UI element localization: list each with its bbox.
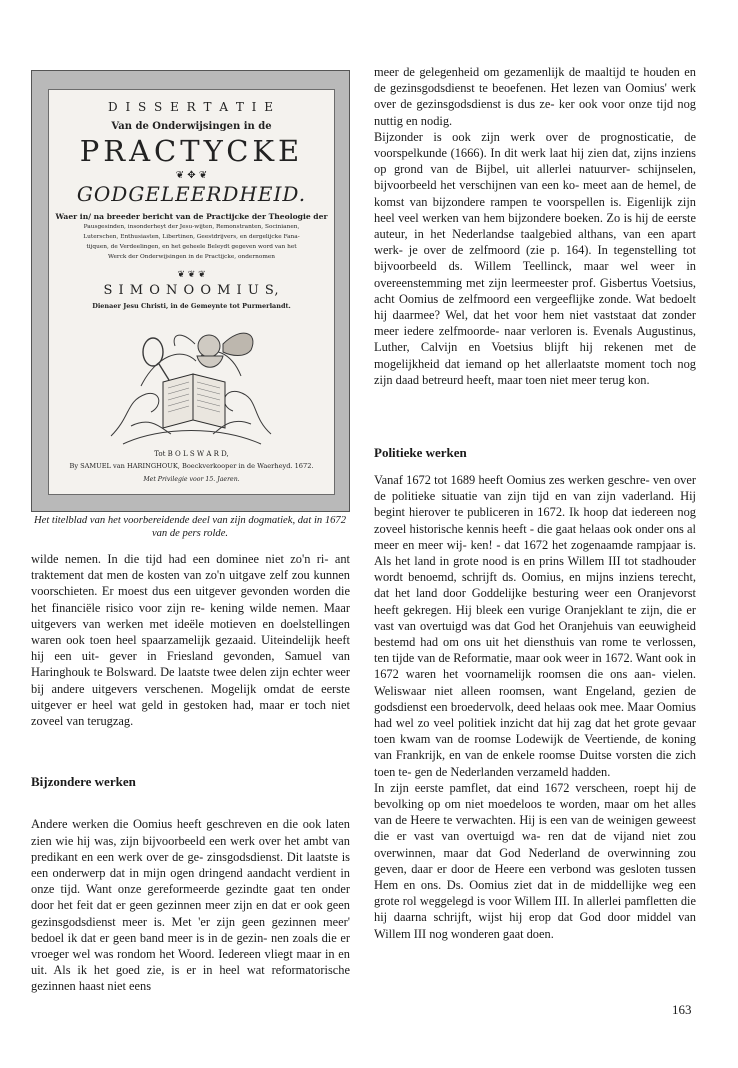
title-page-print — [48, 89, 335, 495]
heading-bijzondere-werken: Bijzondere werken — [31, 774, 136, 789]
paragraph: Vanaf 1672 tot 1689 heeft Oomius zes werken geschre- ven over de politieke situatie van zijn tijd en van zijn vaderland. Hij begint hierover te publiceren in 1672. Ik hoop dat iedereen nog zoveel historische kennis heeft - die gaat helaas ook onder ons al meer en meer wij- ken! - dat 1672 het zogenaamde rampjaar is. Als het land in grote nood is en prins Willem III tot stadhouder wordt benoemd, schrijft ds. Oomius, en mijns inziens terecht, dat het land door Goddelijke besturing weer een Oranjevorst heeft gekregen. Hij bleek een vurige Oranjeklant te zijn, die er vast van overtuigd was dat God het Oranjehuis van eeuwigheid bestemd had om ons uit het diensthuis van rome te verlossen, ten tijde van de Reformatie, maar ook weer in 1672. Want ook in 1672 waren het voornamelijk roomsen die ons aan- vielen. Weliswaar niet alleen roomsen, want Engeland, gezien de godsdienst een broedervolk, deed helaas ook mee. Maar Oomius had wel zo veel politiek inzicht dat hij zag dat het grote gevaar toen kwam van de roomse Lodewijk de Veertiende, de koning van Frankrijk, en van de enkele roomse Duitse vorsten die zich toen te- gen de Nederlanden verzameld hadden. — [374, 473, 696, 779]
figure-ornament-top: ❦ ✥ ❦ — [175, 170, 208, 181]
left-column-body — [31, 804, 350, 1007]
figure-title-onderwijsingen: Van de Onderwijsingen in de — [111, 121, 272, 132]
figure-place: Tot B O L S W A R D, — [154, 450, 229, 458]
title-page-figure — [31, 70, 350, 512]
figure-desc-line2: Pausgesinden, insonderheyt der Jesu-wijten, Remonstranten, Socinianen, — [83, 224, 300, 230]
figure-title-godgeleerdheid: GODGELEERDHEID. — [76, 182, 307, 206]
left-column-intro — [31, 551, 350, 729]
figure-printer: By SAMUEL van HARINGHOUK, Boeckverkooper in de Waerheyd. 1672. — [69, 462, 314, 470]
paragraph: In zijn eerste pamflet, dat eind 1672 verscheen, roept hij de bevolking op om niet moedeloos te worden, maar om het alles van de Heere te verwachten. Hij is een van de weinigen geweest die er vast van overtuigd wa- ren dat de vijand niet zou overwinnen, maar dat God Nederland de overwinning zou geven, daar er door de Heere een verbond was gesloten tussen Hem en ons. Ds. Oomius ziet dat in de middellijke weg een grote rol weggelegd is voor Willem III. In allerlei pamfletten die hij daarna schrijft, wijst hij erop dat God door middel van Willem III nog wonderen gaat doen. — [374, 780, 696, 941]
paragraph: Andere werken die Oomius heeft geschreven en die ook laten zien wie hij was, zijn bijvoorbeeld een werk over het ambt van predikant en een werk over de ge- zinsgodsdienst. Dit laatste is een onderwerp dat in mijn ogen dringend aandacht verdient in onze tijd. Want onze gereformeerde gezindte gaat ten onder door het feit dat er geen gezinnen meer zijn en dat er ook geen gezinsgodsdienst meer is. Met 'er zijn geen gezinnen meer' bedoel ik dat er geen band meer is in de gezin- nen zoals die er vroeger wel was rondom het Woord. Iedereen vliegt maar in en uit. Als ik het goed zie, is er in heel wat reformatorische gezinnen haast niet eens — [31, 817, 350, 994]
heading-politieke-werken: Politieke werken — [374, 445, 467, 460]
figure-desc-line3: Luterschen, Enthusiasten, Libertinen, Geestdrijvers, en dergelijcke Fana- — [83, 234, 300, 240]
paragraph: Bijzonder is ook zijn werk over de prognosticatie, de voorspelkunde (1666). In dit werk laat hij zien dat, zijns inziens op grond van de Bijbel, uit allerlei natuurver- schijnselen, bijvoorbeeld het verschijnen van een ko- meet aan de hemel, de komst van bijzondere rampen te voorspellen is. Eigenlijk zijn heel veel werken van hem bijzondere boeken. Zo is hij de eerste auteur, in het Nederlandse taalgebied althans, van een apart werk- je over de zelfmoord (zie p. 164). In tegenstelling tot bijvoorbeeld ds. Willem Teellinck, maar wel weer in overeenstemming met zijn leermeester prof. Gisbertus Voetsius, acht Oomius de zelfmoord een vergeeflijke zonde. Wat bedoelt hij daarmee? Wel, dat het voor hem niet vaststaat dat zonder meer iedere zelfmoorde- naar verloren is. Evenals Augustinus, Luther, Calvijn en Voetsius blijft hij rekenen met de mogelijkheid dat iemand op het allerlaatste moment toch nog zijn daad betreurd heeft, maar toen niet meer terug kon. — [374, 129, 696, 387]
right-column-body — [374, 472, 696, 942]
figure-caption: Het titelblad van het voorbereidende deel van zijn dogmatiek, dat in 1672 van de pers rolde. — [33, 515, 347, 539]
figure-desc-line5: Werck der Onderwijsingen in de Practijcke, ondernomen — [108, 254, 275, 260]
right-column-top — [374, 64, 696, 388]
figure-privilege: Met Privilegie voor 15. Jaeren. — [143, 476, 240, 483]
figure-title-dissertatie: D I S S E R T A T I E — [108, 100, 275, 114]
figure-author-sub: Dienaer Jesu Christi, in de Gemeynte tot Purmerlandt. — [92, 302, 291, 310]
figure-ornament-mid: ❦ ❦ ❦ — [177, 270, 206, 280]
cherub-book-vignette — [101, 316, 281, 450]
paragraph: wilde nemen. In die tijd had een dominee niet zo'n ri- ant traktement dat men de kosten van zo'n uitgave zelf zou kunnen voorschieten. Er moest dus een uitgever gevonden worden die het financiële risico voor zijn re- kening wilde nemen. Maar uitgevers van werken met ideële motieven en doelstellingen waren ook toen heel spaarzamelijk gezaaid. Uiteindelijk heeft hij een uit- gever in Friesland gevonden, Samuel van Haringhouk te Bolsward. De laatste twee delen zijn echter weer bij andere uitgevers verschenen. Mogelijk omdat de eerste uitgever er heel wat geld in gestoken had, maar er toch niet zoveel van terugzag. — [31, 552, 350, 729]
figure-author: S I M O N O O M I U S, — [103, 283, 280, 298]
figure-title-practycke: PRACTYCKE — [79, 134, 304, 168]
page-number: 163 — [672, 1002, 692, 1017]
figure-desc-line1: Waer in/ na breeder bericht van de Practijcke der Theologie der — [55, 212, 328, 221]
paragraph: meer de gelegenheid om gezamenlijk de maaltijd te houden en de gezinsgodsdienst te beoefenen. Het lezen van Oomius' werk over de gezinsgodsdienst is dus ze- ker ook voor onze tijd nog nuttig en nodig. — [374, 65, 696, 128]
figure-desc-line4: tijquen, de Verdeelingen, en het geheele Beleydt gegeven word van het — [86, 244, 297, 250]
